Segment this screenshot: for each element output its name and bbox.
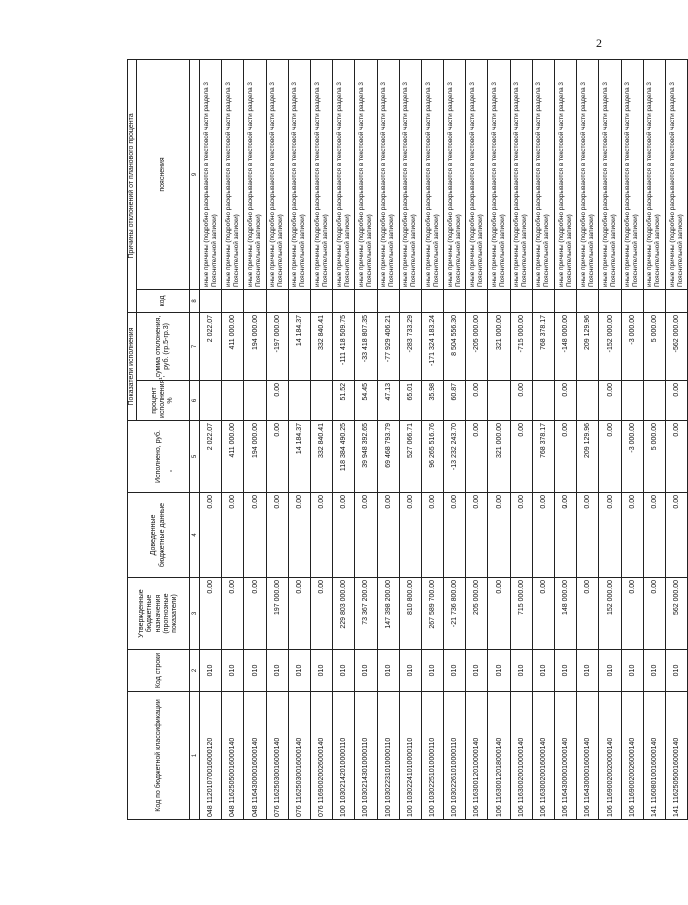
approved-cell: 152 000.00	[599, 578, 621, 650]
execution-report-table	[127, 59, 688, 820]
budget-code-cell: 076 11625030016000140	[266, 692, 288, 820]
approved-cell: 810 800.00	[399, 578, 421, 650]
explanation-cell: иные причины (подробно раскрываются в текстовой части раздела 3 Пояснительной записки)	[510, 59, 532, 289]
received-cell: 0.00	[310, 493, 332, 578]
line-code-cell: 010	[577, 650, 599, 692]
line-code-cell: 010	[532, 650, 554, 692]
received-cell: 0.00	[510, 493, 532, 578]
column-number: 9	[190, 59, 200, 289]
explanation-cell: иные причины (подробно раскрываются в текстовой части раздела 3 Пояснительной записки)	[333, 59, 355, 289]
page-number: 2	[596, 36, 602, 50]
percent-cell: 0.00	[665, 381, 687, 421]
executed-cell: 96 265 516.76	[421, 421, 443, 493]
percent-cell: 0.00	[599, 381, 621, 421]
approved-cell: 148 000.00	[555, 578, 577, 650]
received-cell: 0.00	[599, 493, 621, 578]
code-cell	[266, 289, 288, 312]
code-cell	[310, 289, 332, 312]
deviation-header: сумма отклонения, руб. (гр.5-гр.3)	[137, 312, 190, 380]
deviation-cell: 194 000.00	[244, 312, 266, 380]
code-cell	[643, 289, 665, 312]
deviation-cell: -77 929 406.21	[377, 312, 399, 380]
explanation-cell: иные причины (подробно раскрываются в текстовой части раздела 3 Пояснительной записки)	[377, 59, 399, 289]
code-cell	[421, 289, 443, 312]
received-cell: 0.00	[665, 493, 687, 578]
code-cell	[377, 289, 399, 312]
approved-cell: 197 000.00	[266, 578, 288, 650]
line-code-cell: 010	[377, 650, 399, 692]
column-number-row	[190, 59, 200, 819]
budget-code-cell: 106 11630020010000140	[510, 692, 532, 820]
explanation-cell: иные причины (подробно раскрываются в текстовой части раздела 3 Пояснительной записки)	[665, 59, 687, 289]
received-cell: 0.00	[200, 493, 222, 578]
percent-cell	[288, 381, 310, 421]
line-code-cell: 010	[665, 650, 687, 692]
explanation-cell: иные причины (подробно раскрываются в текстовой части раздела 3 Пояснительной записки)	[200, 59, 222, 289]
budget-code-cell: 141 11608010016000140	[643, 692, 665, 820]
explanation-cell: иные причины (подробно раскрываются в текстовой части раздела 3 Пояснительной записки)	[466, 59, 488, 289]
executed-cell: 332 840.41	[310, 421, 332, 493]
table-row	[532, 59, 554, 819]
executed-cell: 0.00	[266, 421, 288, 493]
code-cell	[355, 289, 377, 312]
executed-cell: 0.00	[510, 421, 532, 493]
line-code-header: Код строки	[128, 650, 190, 692]
explanation-cell: иные причины (подробно раскрываются в текстовой части раздела 3 Пояснительной записки)	[577, 59, 599, 289]
code-cell	[399, 289, 421, 312]
received-cell: 0.00	[266, 493, 288, 578]
table-row	[421, 59, 443, 819]
executed-cell: 5 000.00	[643, 421, 665, 493]
code-cell	[333, 289, 355, 312]
deviation-cell: -111 418 509.75	[333, 312, 355, 380]
received-cell: 0.00	[377, 493, 399, 578]
line-code-cell: 010	[355, 650, 377, 692]
deviation-cell: 8 504 556.30	[444, 312, 466, 380]
executed-cell: 0.00	[466, 421, 488, 493]
percent-cell: 54.45	[355, 381, 377, 421]
table-row	[555, 59, 577, 819]
percent-header: процент исполнения¹, %	[137, 381, 190, 421]
table-row	[266, 59, 288, 819]
line-code-cell: 010	[333, 650, 355, 692]
budget-code-cell: 106 11690020020000140	[599, 692, 621, 820]
explanation-cell: иные причины (подробно раскрываются в текстовой части раздела 3 Пояснительной записки)	[488, 59, 510, 289]
explanation-cell: иные причины (подробно раскрываются в текстовой части раздела 3 Пояснительной записки)	[310, 59, 332, 289]
budget-code-cell: 100 10302261010000110	[444, 692, 466, 820]
percent-cell	[200, 381, 222, 421]
executed-cell: 0.00	[599, 421, 621, 493]
received-cell: 0.00	[555, 493, 577, 578]
column-number: 4	[190, 493, 200, 578]
executed-cell: 14 184.37	[288, 421, 310, 493]
header-row-1	[128, 59, 137, 819]
table-row	[222, 59, 244, 819]
budget-code-cell: 100 10302241010000110	[399, 692, 421, 820]
executed-cell: 209 129.96	[577, 421, 599, 493]
budget-code-cell: 106 11643000016000140	[577, 692, 599, 820]
budget-code-cell: 106 11630012018000140	[488, 692, 510, 820]
approved-cell: 0.00	[244, 578, 266, 650]
percent-cell	[222, 381, 244, 421]
table-row	[288, 59, 310, 819]
received-cell: 0.00	[621, 493, 643, 578]
column-number: 6	[190, 381, 200, 421]
deviation-cell: -283 733.29	[399, 312, 421, 380]
received-header: Доведенные бюджетные данные	[128, 493, 190, 578]
budget-code-header: Код по бюджетной классификации	[128, 692, 190, 820]
deviation-cell: -148 000.00	[555, 312, 577, 380]
code-cell	[577, 289, 599, 312]
column-number: 2	[190, 650, 200, 692]
explanation-cell: иные причины (подробно раскрываются в текстовой части раздела 3 Пояснительной записки)	[555, 59, 577, 289]
executed-cell: 39 948 392.65	[355, 421, 377, 493]
budget-code-cell: 100 10302251010000110	[421, 692, 443, 820]
percent-cell: 0.00	[466, 381, 488, 421]
budget-code-cell: 048 11625050016000140	[222, 692, 244, 820]
executed-cell: 2 022.07	[200, 421, 222, 493]
deviation-cell: 768 378.17	[532, 312, 554, 380]
table-body	[200, 59, 688, 819]
explanation-cell: иные причины (подробно раскрываются в текстовой части раздела 3 Пояснительной записки)	[599, 59, 621, 289]
line-code-cell: 010	[466, 650, 488, 692]
executed-cell: -13 232 243.70	[444, 421, 466, 493]
rotated-report-table	[127, 60, 684, 820]
approved-cell: 0.00	[621, 578, 643, 650]
deviation-cell: -171 324 183.24	[421, 312, 443, 380]
line-code-cell: 010	[266, 650, 288, 692]
line-code-cell: 010	[643, 650, 665, 692]
line-code-cell: 010	[222, 650, 244, 692]
code-cell	[510, 289, 532, 312]
received-cell: 0.00	[288, 493, 310, 578]
explanation-cell: иные причины (подробно раскрываются в текстовой части раздела 3 Пояснительной записки)	[222, 59, 244, 289]
table-row	[466, 59, 488, 819]
executed-cell: 0.00	[555, 421, 577, 493]
code-cell	[488, 289, 510, 312]
received-cell: 0.00	[577, 493, 599, 578]
column-number: 8	[190, 289, 200, 312]
percent-cell	[310, 381, 332, 421]
received-cell: 0.00	[444, 493, 466, 578]
deviation-cell: -3 000.00	[621, 312, 643, 380]
line-code-cell: 010	[555, 650, 577, 692]
code-cell	[466, 289, 488, 312]
executed-cell: 321 000.00	[488, 421, 510, 493]
approved-cell: 0.00	[222, 578, 244, 650]
column-number: 1	[190, 692, 200, 820]
line-code-cell: 010	[444, 650, 466, 692]
deviation-cell: 332 840.41	[310, 312, 332, 380]
received-cell: 0.00	[244, 493, 266, 578]
budget-code-cell: 106 11630020016000140	[532, 692, 554, 820]
table-row	[399, 59, 421, 819]
table-row	[665, 59, 687, 819]
code-cell	[555, 289, 577, 312]
approved-cell: 0.00	[643, 578, 665, 650]
deviation-cell: -205 000.00	[466, 312, 488, 380]
percent-cell: 60.87	[444, 381, 466, 421]
percent-cell: 0.00	[555, 381, 577, 421]
deviation-cell: -715 000.00	[510, 312, 532, 380]
code-cell	[444, 289, 466, 312]
approved-cell: 0.00	[310, 578, 332, 650]
column-number: 7	[190, 312, 200, 380]
line-code-cell: 010	[288, 650, 310, 692]
approved-cell: 73 367 200.00	[355, 578, 377, 650]
line-code-cell: 010	[421, 650, 443, 692]
approved-cell: 147 398 200.00	[377, 578, 399, 650]
deviation-cell: -33 418 807.35	[355, 312, 377, 380]
deviation-cell: 5 000.00	[643, 312, 665, 380]
budget-code-cell: 106 11630012010000140	[466, 692, 488, 820]
explanation-cell: иные причины (подробно раскрываются в текстовой части раздела 3 Пояснительной записки)	[355, 59, 377, 289]
approved-cell: 715 000.00	[510, 578, 532, 650]
budget-code-cell: 100 10302142010000110	[333, 692, 355, 820]
deviation-cell: 321 000.00	[488, 312, 510, 380]
deviation-cell: -562 000.00	[665, 312, 687, 380]
table-row	[621, 59, 643, 819]
indicators-group-header: Показатели исполнения	[128, 312, 137, 420]
table-row	[444, 59, 466, 819]
budget-code-cell: 076 11690020026000140	[310, 692, 332, 820]
approved-cell: 562 000.00	[665, 578, 687, 650]
executed-header: Исполнено, руб.	[128, 421, 190, 493]
table-row	[377, 59, 399, 819]
executed-cell: 768 378.17	[532, 421, 554, 493]
approved-cell: 0.00	[200, 578, 222, 650]
percent-cell	[488, 381, 510, 421]
code-cell	[200, 289, 222, 312]
approved-cell: 0.00	[532, 578, 554, 650]
executed-cell: 118 384 490.25	[333, 421, 355, 493]
explanation-cell: иные причины (подробно раскрываются в текстовой части раздела 3 Пояснительной записки)	[288, 59, 310, 289]
approved-cell: -21 736 800.00	[444, 578, 466, 650]
budget-code-cell: 048 11643000016000140	[244, 692, 266, 820]
code-cell	[222, 289, 244, 312]
received-cell: 0.00	[466, 493, 488, 578]
table-row	[643, 59, 665, 819]
line-code-cell: 010	[399, 650, 421, 692]
line-code-cell: 010	[621, 650, 643, 692]
received-cell: 0.00	[355, 493, 377, 578]
line-code-cell: 010	[599, 650, 621, 692]
table-row	[599, 59, 621, 819]
received-cell: 0.00	[488, 493, 510, 578]
received-cell: 0.00	[399, 493, 421, 578]
budget-code-cell: 048 11201070016000120	[200, 692, 222, 820]
code-cell	[665, 289, 687, 312]
deviation-cell: 2 022.07	[200, 312, 222, 380]
approved-cell: 229 803 000.00	[333, 578, 355, 650]
received-cell: 0.00	[643, 493, 665, 578]
explanation-cell: иные причины (подробно раскрываются в текстовой части раздела 3 Пояснительной записки)	[399, 59, 421, 289]
deviation-cell: -152 000.00	[599, 312, 621, 380]
line-code-cell: 010	[244, 650, 266, 692]
deviation-cell: -197 000.00	[266, 312, 288, 380]
code-cell	[621, 289, 643, 312]
percent-cell: 0.00	[510, 381, 532, 421]
budget-code-cell: 076 11625030016000140	[288, 692, 310, 820]
column-number: 3	[190, 578, 200, 650]
percent-cell: 51.52	[333, 381, 355, 421]
executed-cell: 0.00	[665, 421, 687, 493]
explanation-cell: иные причины (подробно раскрываются в текстовой части раздела 3 Пояснительной записки)	[444, 59, 466, 289]
received-cell: 0.00	[333, 493, 355, 578]
table-row	[310, 59, 332, 819]
approved-cell: 0.00	[288, 578, 310, 650]
explanation-cell: иные причины (подробно раскрываются в текстовой части раздела 3 Пояснительной записки)	[621, 59, 643, 289]
code-cell	[244, 289, 266, 312]
explanation-header: пояснения	[137, 59, 190, 289]
table-row	[488, 59, 510, 819]
received-cell: 0.00	[222, 493, 244, 578]
explanation-cell: иные причины (подробно раскрываются в текстовой части раздела 3 Пояснительной записки)	[532, 59, 554, 289]
percent-cell: 0.00	[266, 381, 288, 421]
table-row	[510, 59, 532, 819]
reasons-group-header: Причины отклонений от планового процента	[128, 59, 137, 312]
percent-cell	[621, 381, 643, 421]
budget-code-cell: 141 11625050016000140	[665, 692, 687, 820]
approved-header: Утвержденные бюджетные назначения (прогнозные показатели)	[128, 578, 190, 650]
table-row	[577, 59, 599, 819]
deviation-cell: 14 184.37	[288, 312, 310, 380]
explanation-cell: иные причины (подробно раскрываются в текстовой части раздела 3 Пояснительной записки)	[421, 59, 443, 289]
explanation-cell: иные причины (подробно раскрываются в текстовой части раздела 3 Пояснительной записки)	[244, 59, 266, 289]
approved-cell: 267 589 700.00	[421, 578, 443, 650]
percent-cell: 47.13	[377, 381, 399, 421]
table-row	[355, 59, 377, 819]
code-header: код	[137, 289, 190, 312]
percent-cell: 35.98	[421, 381, 443, 421]
percent-cell: 65.01	[399, 381, 421, 421]
budget-code-cell: 100 10302143010000110	[355, 692, 377, 820]
line-code-cell: 010	[510, 650, 532, 692]
table-row	[244, 59, 266, 819]
line-code-cell: 010	[488, 650, 510, 692]
executed-cell: -3 000.00	[621, 421, 643, 493]
table-row	[333, 59, 355, 819]
line-code-cell: 010	[200, 650, 222, 692]
executed-cell: 411 000.00	[222, 421, 244, 493]
percent-cell	[577, 381, 599, 421]
code-cell	[288, 289, 310, 312]
executed-cell: 527 066.71	[399, 421, 421, 493]
approved-cell: 205 000.00	[466, 578, 488, 650]
line-code-cell: 010	[310, 650, 332, 692]
explanation-cell: иные причины (подробно раскрываются в текстовой части раздела 3 Пояснительной записки)	[266, 59, 288, 289]
deviation-cell: 209 129.96	[577, 312, 599, 380]
approved-cell: 0.00	[488, 578, 510, 650]
column-number: 5	[190, 421, 200, 493]
budget-code-cell: 106 11690020026000140	[621, 692, 643, 820]
approved-cell: 0.00	[577, 578, 599, 650]
budget-code-cell: 106 11643000010000140	[555, 692, 577, 820]
deviation-cell: 411 000.00	[222, 312, 244, 380]
received-cell: 0.00	[532, 493, 554, 578]
percent-cell	[532, 381, 554, 421]
executed-cell: 69 468 793.79	[377, 421, 399, 493]
percent-cell	[244, 381, 266, 421]
received-cell: 0.00	[421, 493, 443, 578]
budget-code-cell: 100 10302231010000110	[377, 692, 399, 820]
code-cell	[599, 289, 621, 312]
executed-cell: 194 000.00	[244, 421, 266, 493]
table-row	[200, 59, 222, 819]
percent-cell	[643, 381, 665, 421]
code-cell	[532, 289, 554, 312]
explanation-cell: иные причины (подробно раскрываются в текстовой части раздела 3 Пояснительной записки)	[643, 59, 665, 289]
